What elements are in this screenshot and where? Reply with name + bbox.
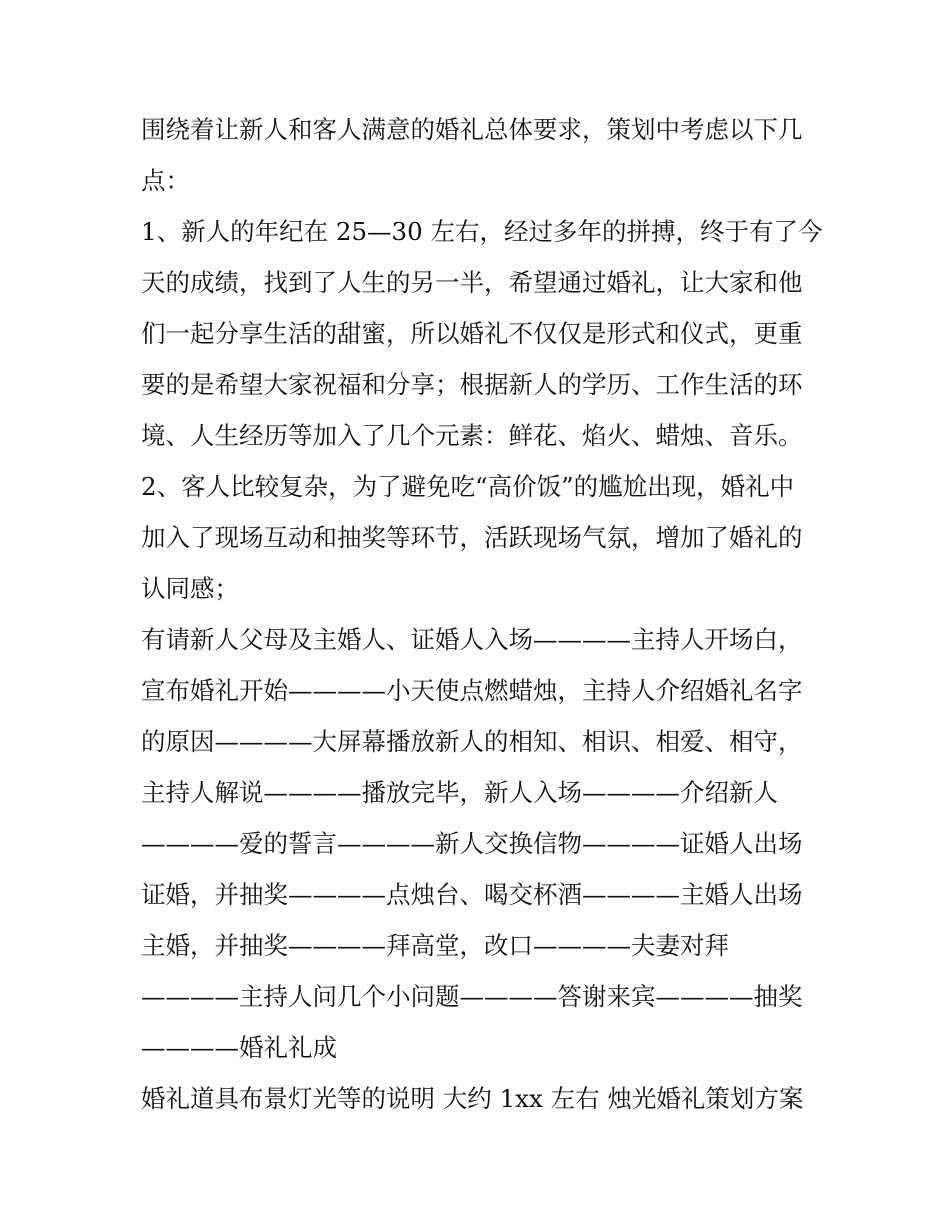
text-line: 证婚，并抽奖————点烛台、喝交杯酒————主婚人出场 — [141, 880, 803, 909]
text-line: 婚礼道具布景灯光等的说明 大约 1xx 左右 烛光婚礼策划方案 — [141, 1084, 804, 1113]
text-line: ————主持人问几个小问题————答谢来宾————抽奖 — [141, 982, 803, 1011]
text-line: 们一起分享生活的甜蜜，所以婚礼不仅仅是形式和仪式，更重 — [141, 319, 803, 348]
text-line: 认同感； — [141, 574, 239, 603]
text-line: 有请新人父母及主婚人、证婚人入场————主持人开场白， — [141, 625, 803, 654]
text-line: ————爱的誓言————新人交换信物————证婚人出场 — [141, 829, 803, 858]
text-line: 天的成绩，找到了人生的另一半，希望通过婚礼，让大家和他 — [141, 268, 803, 297]
text-line: 境、人生经历等加入了几个元素：鲜花、焰火、蜡烛、音乐。 — [141, 421, 803, 450]
text-line: 围绕着让新人和客人满意的婚礼总体要求，策划中考虑以下几 — [141, 115, 803, 144]
text-line: ————婚礼礼成 — [141, 1033, 337, 1062]
document-body — [141, 104, 821, 1124]
text-line: 1、新人的年纪在 25—30 左右，经过多年的拼搏，终于有了今 — [141, 217, 823, 246]
text-line: 2、客人比较复杂，为了避免吃“高价饭”的尴尬出现，婚礼中 — [141, 472, 795, 501]
text-line: 主持人解说————播放完毕，新人入场————介绍新人 — [141, 778, 778, 807]
text-line: 主婚，并抽奖————拜高堂，改口————夫妻对拜 — [141, 931, 729, 960]
text-line: 宣布婚礼开始————小天使点燃蜡烛，主持人介绍婚礼名字 — [141, 676, 803, 705]
text-line: 要的是希望大家祝福和分享；根据新人的学历、工作生活的环 — [141, 370, 803, 399]
text-line: 的原因————大屏幕播放新人的相知、相识、相爱、相守， — [141, 727, 803, 756]
text-line: 加入了现场互动和抽奖等环节，活跃现场气氛，增加了婚礼的 — [141, 523, 803, 552]
text-line: 点： — [141, 166, 190, 195]
